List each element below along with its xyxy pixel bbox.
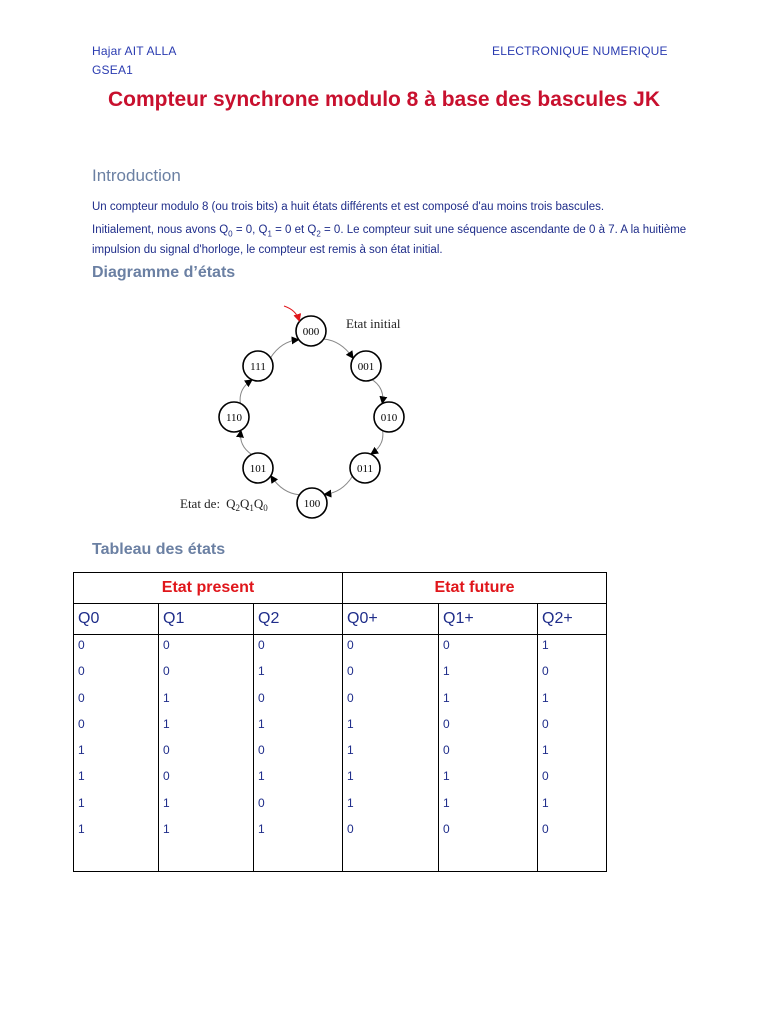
q-letter-0: Q [253,496,264,511]
table-cell: 0 [347,822,354,837]
state-node-label: 000 [302,326,320,338]
state-diagram [170,298,420,520]
table-cell: 1 [258,822,265,837]
table-cell: 0 [542,664,549,679]
section-heading-introduction: Introduction [92,166,181,185]
table-cell: 0 [542,716,549,731]
table-cell: 0 [78,690,85,705]
table-cell: 1 [347,743,354,758]
p2-sub-0: 0 [228,229,233,239]
state-node-label: 001 [357,361,375,373]
transition-arrow [271,477,299,495]
state-bits-label [180,496,268,513]
table-cell: 1 [542,690,549,705]
state-node-label: 100 [303,498,321,510]
column-cell-q2-next [538,635,607,872]
table-cell: 1 [347,795,354,810]
column-cell-q2 [254,635,343,872]
table-cell: 0 [163,664,170,679]
state-node-label: 101 [249,463,267,475]
table-cell: 1 [258,716,265,731]
q-sub-2: 2 [235,503,240,513]
table-cell: 0 [163,638,170,652]
table-cell: 0 [78,716,85,731]
state-table [73,572,607,872]
table-cell: 0 [163,743,170,758]
state-node-label: 011 [356,463,374,475]
table-cell: 0 [78,638,85,652]
table-cell: 1 [443,795,450,810]
table-cell: 1 [78,822,85,837]
table-cell: 0 [258,743,265,758]
group-future-header: Etat future [343,573,607,604]
table-cell: 1 [163,716,170,731]
transition-arrow [372,380,383,403]
column-cell-q1-next [439,635,538,872]
table-cell: 1 [347,769,354,784]
col-header-q0-next: Q0+ [343,604,439,635]
table-cell: 0 [347,664,354,679]
p2-text-a: Initialement, nous avons Q [92,224,229,236]
group-present-header: Etat present [74,573,343,604]
col-header-q0: Q0 [74,604,159,635]
table-cell: 1 [163,690,170,705]
col-header-q2: Q2 [254,604,343,635]
p2-text-d: = 0. Le compteur suit une séquence ascendante de 0 à 7. A la huitième impulsion du signal d'horloge, le compteur est remis à son état initial. [92,224,687,257]
col-header-q1-next: Q1+ [439,604,538,635]
initial-state-arrow [284,306,299,320]
p2-text-c: = 0 et Q [271,224,317,236]
table-cell: 0 [258,690,265,705]
table-cell: 1 [78,769,85,784]
subject-name: ELECTRONIQUE NUMERIQUE [492,44,668,58]
transition-arrow [325,476,352,494]
state-label-prefix: Etat de: [180,496,221,511]
table-cell: 0 [347,690,354,705]
section-heading-diagram: Diagramme d’états [92,264,236,281]
table-cell: 0 [78,664,85,679]
table-cell: 1 [542,638,549,652]
p2-sub-1: 1 [267,229,272,239]
table-cell: 0 [542,822,549,837]
q-sub-0: 0 [263,503,268,513]
state-node-label: 110 [225,412,243,424]
transition-arrow [324,339,353,357]
table-cell: 0 [163,769,170,784]
table-cell: 0 [258,795,265,810]
document-title: Compteur synchrone modulo 8 à base des bascules JK [108,88,660,111]
table-cell: 0 [542,769,549,784]
transition-arrow [271,340,298,358]
transition-arrow [372,431,383,454]
table-cell: 1 [258,769,265,784]
table-cell: 0 [347,638,354,652]
table-cell: 1 [347,716,354,731]
table-cell: 1 [78,795,85,810]
q-letter-1: Q [239,496,250,511]
table-cell: 1 [258,664,265,679]
intro-paragraph-2 [92,222,692,258]
table-cell: 0 [443,822,450,837]
col-header-q2-next: Q2+ [538,604,607,635]
transition-arrow [240,380,251,403]
q-sub-1: 1 [249,503,254,513]
table-cell: 0 [258,638,265,652]
initial-state-label: Etat initial [346,316,401,331]
column-cell-q1 [159,635,254,872]
state-node-label: 111 [250,361,266,373]
table-cell: 1 [163,795,170,810]
p2-text-b: = 0, Q [232,224,268,236]
q-letter-2: Q [226,496,236,511]
intro-paragraph-1: Un compteur modulo 8 (ou trois bits) a huit états différents et est composé d'au moins trois bascules. [92,201,605,213]
course-code: GSEA1 [92,63,134,77]
column-cell-q0-next [343,635,439,872]
table-cell: 1 [443,690,450,705]
column-cell-q0 [74,635,159,872]
state-node-label: 010 [380,412,398,424]
table-cell: 1 [542,743,549,758]
state-nodes [219,316,404,518]
table-cell: 1 [78,743,85,758]
table-cell: 1 [163,822,170,837]
table-cell: 1 [443,664,450,679]
col-header-q1: Q1 [159,604,254,635]
section-heading-table: Tableau des états [92,541,226,558]
table-cell: 1 [542,795,549,810]
table-cell: 0 [443,716,450,731]
author-name: Hajar AIT ALLA [92,44,177,58]
transition-arrow [241,431,252,454]
p2-sub-2: 2 [316,229,321,239]
table-cell: 1 [443,769,450,784]
table-cell: 0 [443,638,450,652]
table-cell: 0 [443,743,450,758]
